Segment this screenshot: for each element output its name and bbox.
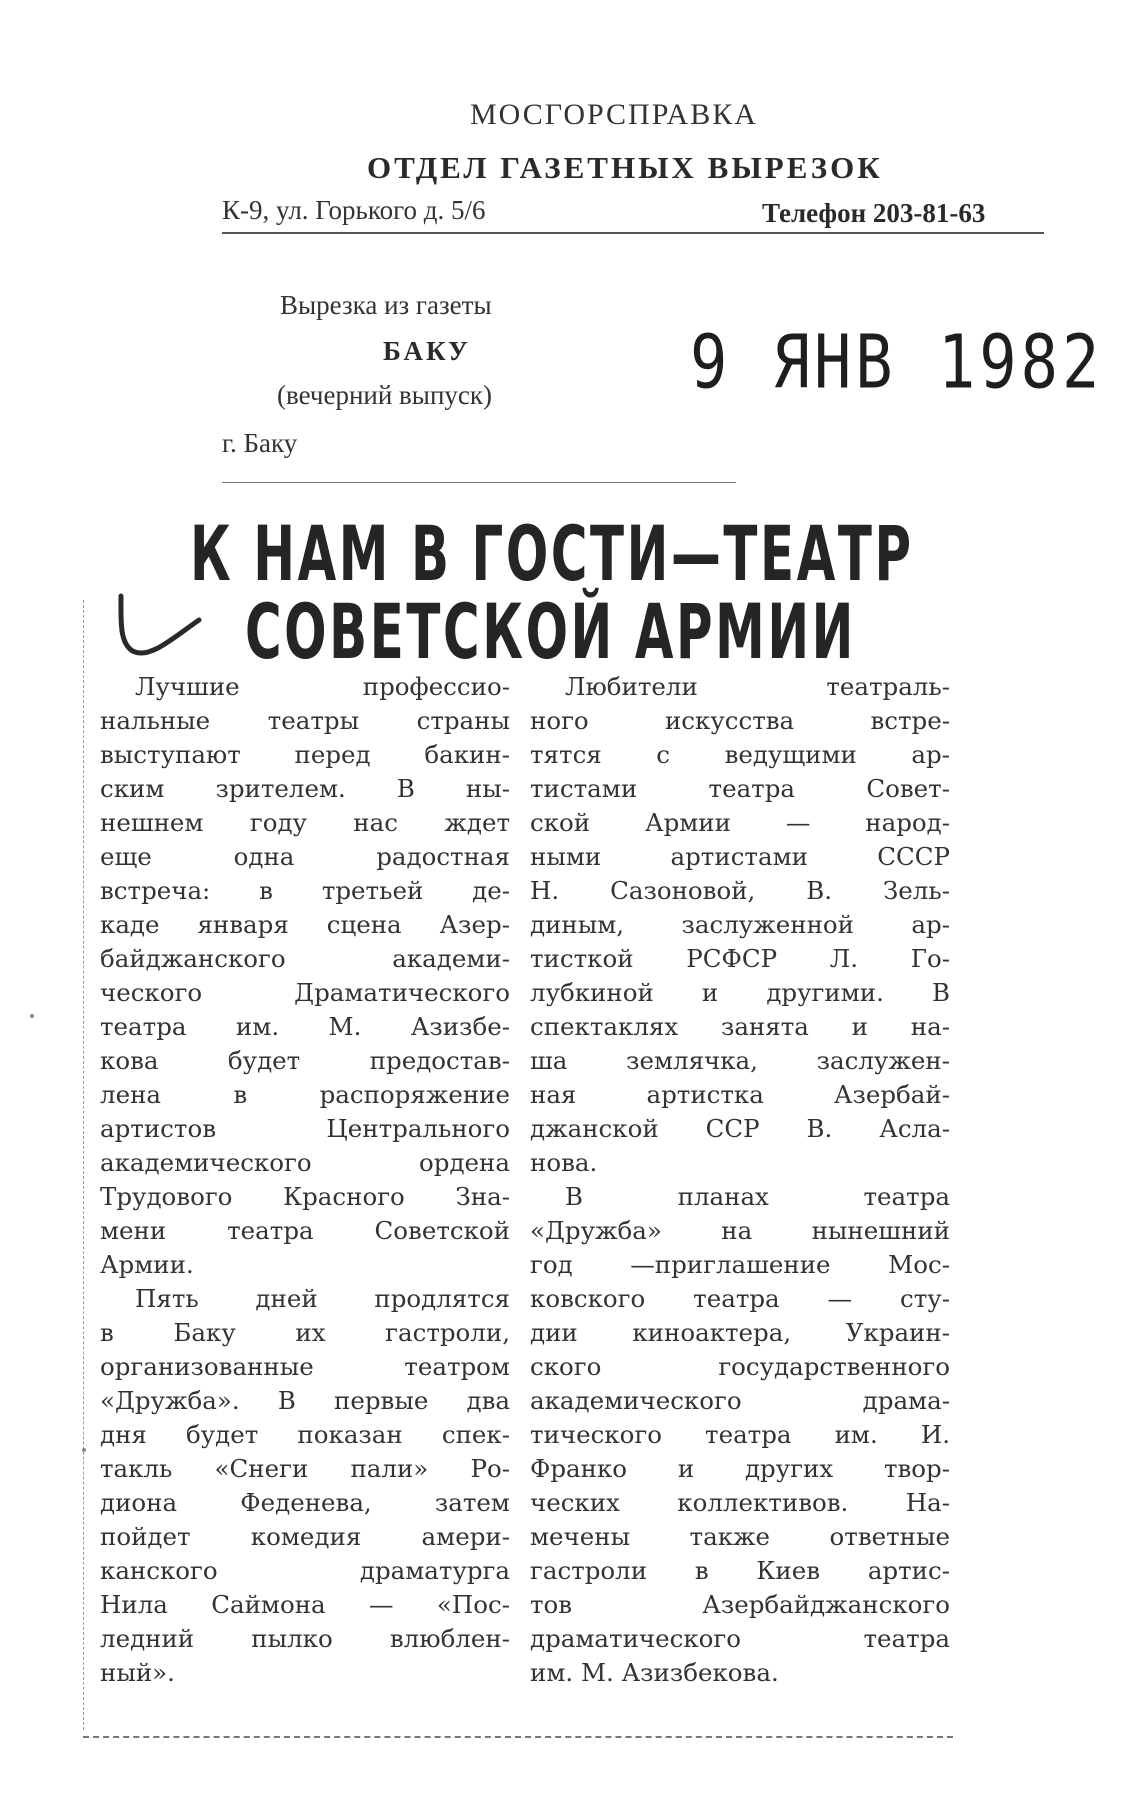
date-stamp: 9 ЯНВ 1982 bbox=[690, 318, 1104, 406]
headline-line-2: СОВЕТСКОЙ АРМИИ bbox=[245, 588, 857, 677]
clipping-edge bbox=[83, 600, 85, 1730]
newspaper-name: БАКУ bbox=[383, 336, 471, 366]
article-line: ческого Драматического bbox=[100, 978, 510, 1007]
article-line: им. М. Азизбекова. bbox=[530, 1658, 779, 1687]
margin-speck bbox=[82, 1448, 86, 1452]
article-line: каде января сцена Азер- bbox=[100, 910, 510, 939]
article-line: диона Феденева, затем bbox=[100, 1488, 510, 1517]
article-line: спектаклях занята и на- bbox=[530, 1012, 950, 1041]
margin-speck bbox=[30, 1014, 34, 1018]
article-line: артистов Центрального bbox=[100, 1114, 510, 1143]
source-divider bbox=[222, 482, 736, 483]
clipping-label: Вырезка из газеты bbox=[280, 290, 492, 320]
article-column-right bbox=[530, 670, 950, 1690]
article-line: встреча: в третьей де- bbox=[100, 876, 510, 905]
article-line: байджанского академи- bbox=[100, 944, 510, 973]
article-line: театра им. М. Азизбе- bbox=[100, 1012, 510, 1041]
article-line: тятся с ведущими ар- bbox=[530, 740, 950, 769]
article-line: академического драма- bbox=[530, 1386, 950, 1415]
article-line: ской Армии — народ- bbox=[530, 808, 950, 837]
article-line: ледний пылко влюблен- bbox=[100, 1624, 510, 1653]
article-line: кова будет предостав- bbox=[100, 1046, 510, 1075]
clipping-bottom-edge bbox=[83, 1736, 953, 1738]
article-line: год —приглашение Мос- bbox=[530, 1250, 950, 1279]
article-line: «Дружба» на нынешний bbox=[530, 1216, 950, 1245]
article-line: ковского театра — сту- bbox=[530, 1284, 950, 1313]
article-line: Трудового Красного Зна- bbox=[100, 1182, 510, 1211]
article-line: ческих коллективов. На- bbox=[530, 1488, 950, 1517]
newspaper-edition: (вечерний выпуск) bbox=[277, 380, 492, 410]
article-line: еще одна радостная bbox=[100, 842, 510, 871]
article-line: Н. Сазоновой, В. Зель- bbox=[530, 876, 950, 905]
article-line: дня будет показан спек- bbox=[100, 1420, 510, 1449]
article-line: ного искусства встре- bbox=[530, 706, 950, 735]
article-line: гастроли в Киев артис- bbox=[530, 1556, 950, 1585]
article-line: выступают перед бакин- bbox=[100, 740, 510, 769]
address: К-9, ул. Горького д. 5/6 bbox=[222, 195, 486, 225]
article-line: ный». bbox=[100, 1658, 175, 1687]
article-line: Франко и других твор- bbox=[530, 1454, 950, 1483]
article-line: «Дружба». В первые два bbox=[100, 1386, 510, 1415]
article-line: лубкиной и другими. В bbox=[530, 978, 950, 1007]
article-line: ша землячка, заслужен- bbox=[530, 1046, 950, 1075]
article-line: дии киноактера, Украин- bbox=[530, 1318, 950, 1347]
headline-line-1: К НАМ В ГОСТИ—ТЕАТР bbox=[190, 510, 914, 599]
article-column-left bbox=[100, 670, 510, 1690]
article-line: тистами театра Совет- bbox=[530, 774, 950, 803]
article-line: драматического театра bbox=[530, 1624, 950, 1653]
article-line: джанской ССР В. Асла- bbox=[530, 1114, 950, 1143]
article-line: ским зрителем. В ны- bbox=[100, 774, 510, 803]
article-line: тического театра им. И. bbox=[530, 1420, 950, 1449]
article-line: ского государственного bbox=[530, 1352, 950, 1381]
article-line: В планах театра bbox=[565, 1182, 950, 1211]
article-line: нешнем году нас ждет bbox=[100, 808, 510, 837]
article-line: лена в распоряжение bbox=[100, 1080, 510, 1109]
article-line: нальные театры страны bbox=[100, 706, 510, 735]
article-line: ными артистами СССР bbox=[530, 842, 950, 871]
article-line: в Баку их гастроли, bbox=[100, 1318, 510, 1347]
article-line: пойдет комедия амери- bbox=[100, 1522, 510, 1551]
newspaper-city: г. Баку bbox=[222, 428, 298, 458]
department-name: ОТДЕЛ ГАЗЕТНЫХ ВЫРЕЗОК bbox=[367, 150, 883, 185]
article-line: Любители театраль- bbox=[565, 672, 950, 701]
article-line: канского драматурга bbox=[100, 1556, 510, 1585]
article-line: тов Азербайджанского bbox=[530, 1590, 950, 1619]
article-line: Нила Саймона — «Пос- bbox=[100, 1590, 510, 1619]
article-line: диным, заслуженной ар- bbox=[530, 910, 950, 939]
article-line: нова. bbox=[530, 1148, 598, 1177]
pen-check-mark-icon bbox=[115, 590, 205, 662]
article-line: мени театра Советской bbox=[100, 1216, 510, 1245]
org-name: МОСГОРСПРАВКА bbox=[470, 98, 758, 131]
article-line: организованные театром bbox=[100, 1352, 510, 1381]
article-line: Армии. bbox=[100, 1250, 194, 1279]
article-line: Лучшие профессио- bbox=[135, 672, 510, 701]
article-line: мечены также ответные bbox=[530, 1522, 950, 1551]
article-line: академического ордена bbox=[100, 1148, 510, 1177]
article-line: Пять дней продлятся bbox=[135, 1284, 510, 1313]
phone-number: Телефон 203-81-63 bbox=[762, 198, 986, 228]
article-line: тисткой РСФСР Л. Го- bbox=[530, 944, 950, 973]
article-line: ная артистка Азербай- bbox=[530, 1080, 950, 1109]
article-line: такль «Снеги пали» Ро- bbox=[100, 1454, 510, 1483]
header-divider bbox=[222, 232, 1044, 234]
